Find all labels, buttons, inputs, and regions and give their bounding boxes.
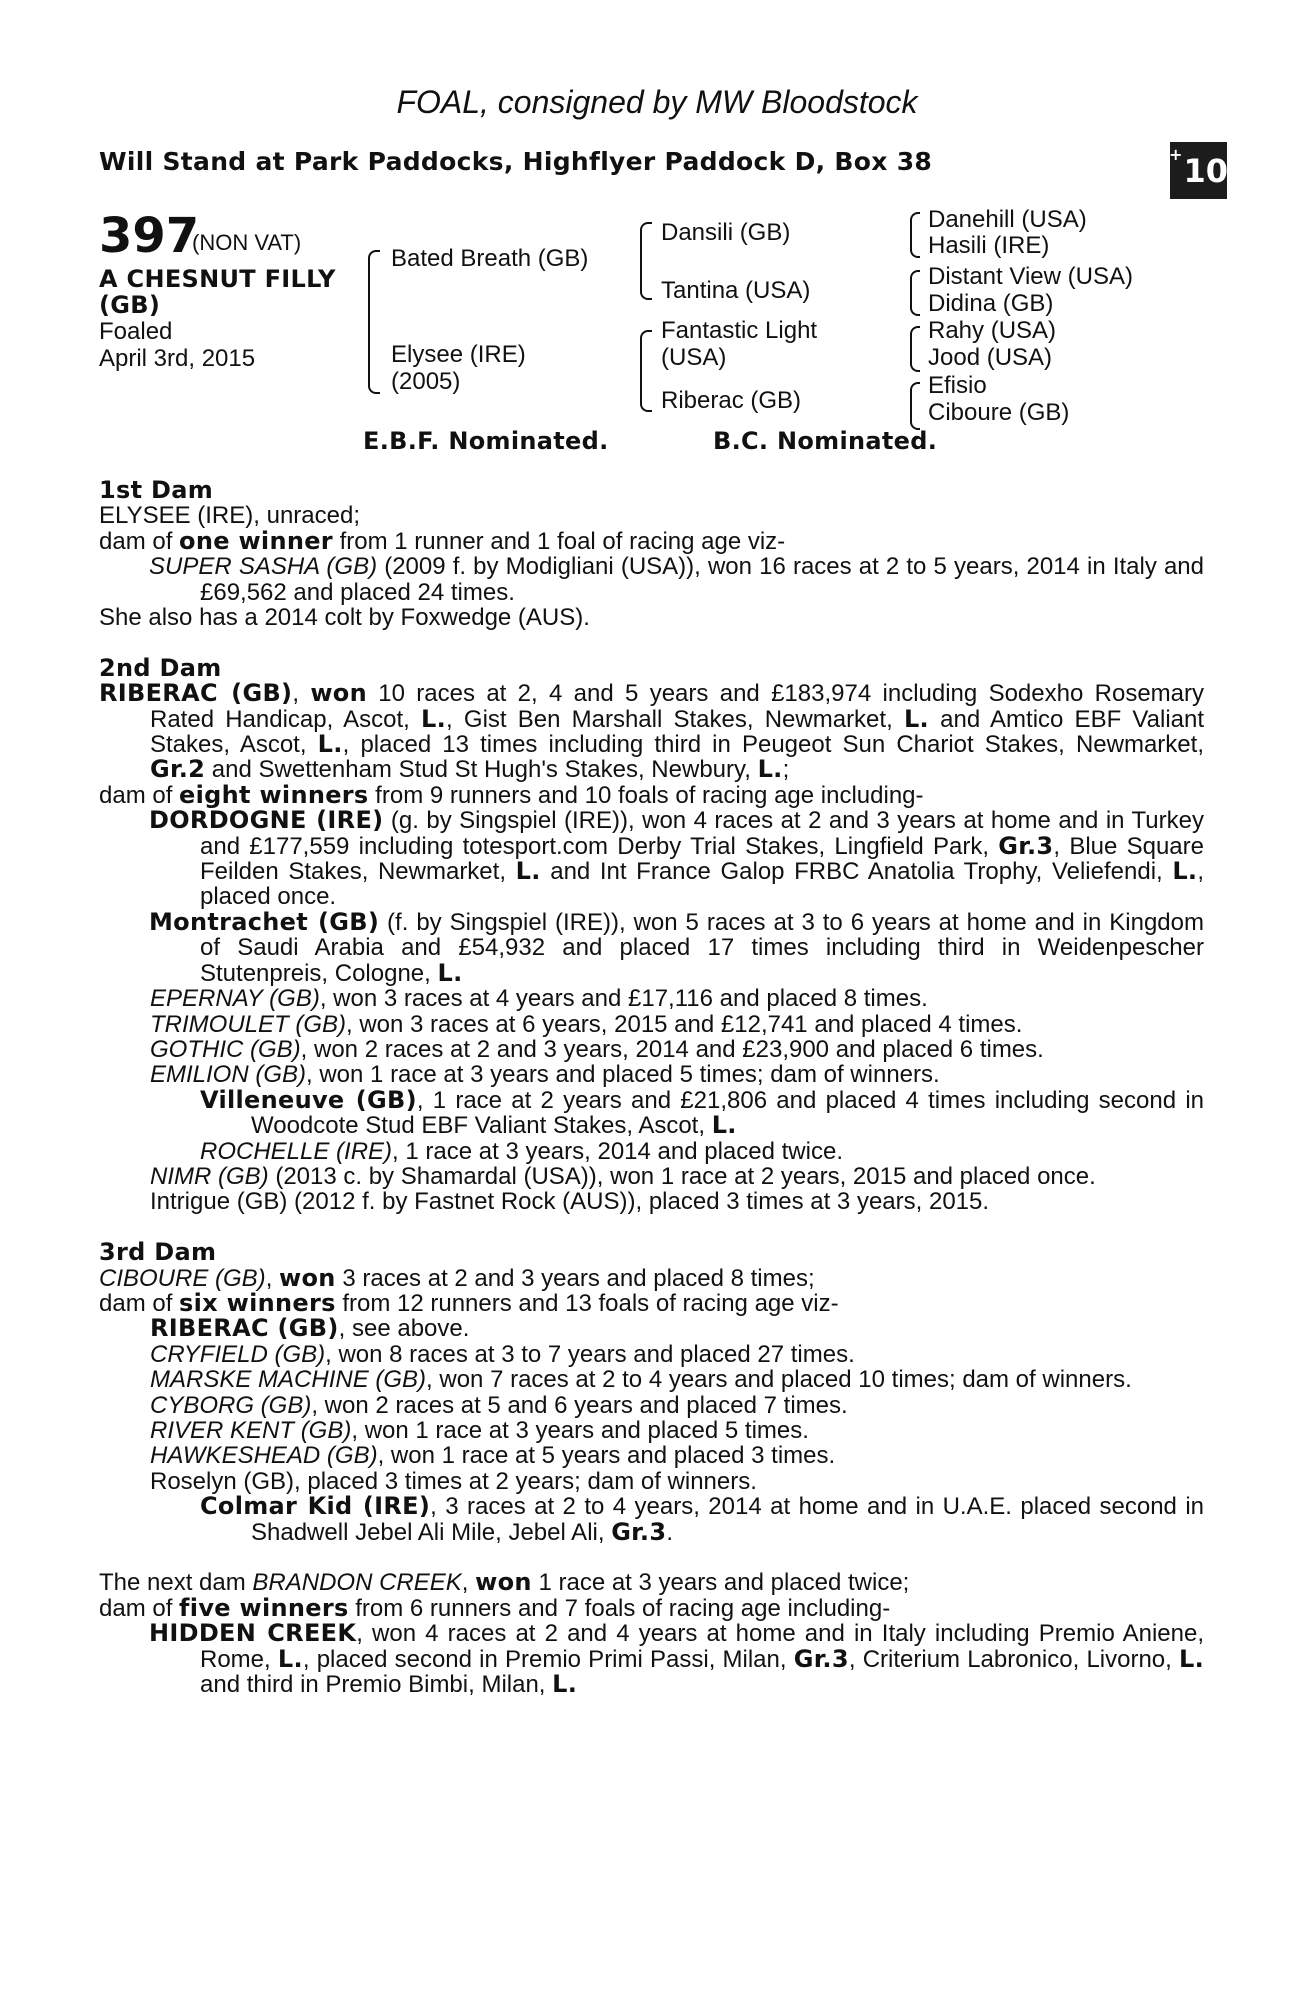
dam-year: (2005) — [391, 368, 461, 395]
lot-name-line1: A CHESNUT FILLY — [99, 265, 336, 293]
next-dam-record: The next dam BRANDON CREEK, won 1 race at 3 years and placed twice; — [99, 1568, 910, 1597]
ebf-nominated: E.B.F. Nominated. — [363, 427, 609, 455]
third-dam-produce-summary: dam of six winners from 12 runners and 13 foals of racing age viz- — [99, 1288, 839, 1317]
pedigree-bracket-5 — [910, 270, 920, 316]
ss-sire: Danehill (USA) — [928, 206, 1087, 233]
lot-number: 397 — [99, 208, 200, 264]
lot-vat: (NON VAT) — [192, 230, 302, 255]
produce-super-sasha: SUPER SASHA (GB) (2009 f. by Modigliani (USA)), won 16 races at 2 to 5 years, 2014 in Italy and £69,562 and placed 24 times. — [149, 553, 1205, 606]
third-dam-heading: 3rd Dam — [99, 1238, 217, 1267]
pedigree-bracket-4 — [910, 212, 920, 258]
third-dam-record: CIBOURE (GB), won 3 races at 2 and 3 years and placed 8 times; — [99, 1263, 815, 1292]
foaled-label: Foaled — [99, 318, 173, 345]
second-dam-heading: 2nd Dam — [99, 653, 222, 682]
produce-emilion: EMILION (GB), won 1 race at 3 years and placed 5 times; dam of winners. — [150, 1061, 940, 1089]
sd-sire: Distant View (USA) — [928, 263, 1133, 290]
pedigree-bracket-7 — [910, 382, 920, 430]
produce-cyborg: CYBORG (GB), won 2 races at 5 and 6 years and placed 7 times. — [150, 1391, 848, 1419]
catalogue-body — [99, 478, 1204, 1697]
page-title: FOAL, consigned by MW Bloodstock — [396, 84, 918, 120]
grandproduce-rochelle: ROCHELLE (IRE), 1 race at 3 years, 2014 and placed twice. — [200, 1137, 843, 1165]
produce-marske-machine: MARSKE MACHINE (GB), won 7 races at 2 to 4 years and placed 10 times; dam of winners. — [150, 1366, 1132, 1394]
produce-hidden-creek: HIDDEN CREEK, won 4 races at 2 and 4 years at home and in Italy including Premio Aniene, Rome, L., placed second in Premio Primi Passi, Milan, Gr.3, Criterium Labronico, Livorno, L. and third in Premio Bimbi, Milan, L. — [149, 1619, 1205, 1699]
second-dam-record: RIBERAC (GB), won 10 races at 2, 4 and 5 years and £183,974 including Sodexho Rosemary Rated Handicap, Ascot, L., Gist Ben Marshall Stakes, Newmarket, L. and Amtico EBF Valiant Stakes, Ascot, L., placed 13 times including third in Peugeot Sun Chariot Stakes, Newmarket, Gr.2 and Swettenham Stud St Hugh's Stakes, Newbury, L.; — [99, 679, 1205, 784]
next-dam-produce-summary: dam of five winners from 6 runners and 7 foals of racing age including- — [99, 1593, 891, 1622]
first-dam-heading: 1st Dam — [99, 476, 214, 504]
dd-dam: Ciboure (GB) — [928, 399, 1070, 426]
produce-epernay: EPERNAY (GB), won 3 races at 4 years and £17,116 and placed 8 times. — [150, 985, 928, 1013]
produce-roselyn: Roselyn (GB), placed 3 times at 2 years; dam of winners. — [150, 1467, 757, 1495]
produce-river-kent: RIVER KENT (GB), won 1 race at 3 years and placed 5 times. — [150, 1417, 809, 1444]
foaled-date: April 3rd, 2015 — [99, 345, 256, 372]
first-dam-also: She also has a 2014 colt by Foxwedge (AUS). — [99, 604, 590, 632]
lot-name-line2: (GB) — [99, 291, 161, 319]
sire-dam: Tantina (USA) — [661, 277, 811, 304]
produce-intrigue: Intrigue (GB) (2012 f. by Fastnet Rock (AUS)), placed 3 times at 3 years, 2015. — [150, 1188, 990, 1216]
dam-sire-line1: Fantastic Light — [661, 317, 818, 344]
lot-badge — [1170, 142, 1227, 199]
pedigree-bracket-6 — [910, 326, 920, 372]
produce-dordogne: DORDOGNE (IRE) (g. by Singspiel (IRE)), won 4 races at 2 and 3 years at home and in Turkey and £177,559 including totesport.com Derby Trial Stakes, Lingfield Park, Gr.3, Blue Square Feilden Stakes, Newmarket, L. and Int France Galop FRBC Anatolia Trophy, Veliefendi, L., placed once. — [149, 806, 1204, 911]
pedigree-bracket-2 — [640, 222, 652, 300]
badge-plus: + — [1169, 145, 1183, 164]
produce-hawkeshead: HAWKESHEAD (GB), won 1 race at 5 years and placed 3 times. — [150, 1442, 836, 1470]
grandproduce-colmar-kid: Colmar Kid (IRE), 3 races at 2 to 4 years, 2014 at home and in U.A.E. placed second in Shadwell Jebel Ali Mile, Jebel Ali, Gr.3. — [200, 1492, 1205, 1546]
dd-sire: Efisio — [928, 372, 987, 399]
produce-cryfield: CRYFIELD (GB), won 8 races at 3 to 7 years and placed 27 times. — [150, 1340, 855, 1368]
first-dam-line: ELYSEE (IRE), unraced; — [99, 502, 360, 530]
produce-nimr: NIMR (GB) (2013 c. by Shamardal (USA)), won 1 race at 2 years, 2015 and placed once. — [150, 1162, 1096, 1190]
stand-location: Will Stand at Park Paddocks, Highflyer Paddock D, Box 38 — [99, 147, 933, 176]
dam-dam: Riberac (GB) — [661, 387, 802, 414]
sd-dam: Didina (GB) — [928, 290, 1054, 317]
dam-sire-line2: (USA) — [661, 344, 727, 371]
ss-dam: Hasili (IRE) — [928, 232, 1050, 259]
second-dam-produce-summary: dam of eight winners from 9 runners and 10 foals of racing age including- — [99, 780, 924, 809]
sire-sire: Dansili (GB) — [661, 219, 791, 246]
produce-gothic: GOTHIC (GB), won 2 races at 2 and 3 years, 2014 and £23,900 and placed 6 times. — [150, 1035, 1044, 1063]
badge-number: 10 — [1183, 151, 1228, 190]
ds-sire: Rahy (USA) — [928, 317, 1057, 344]
pedigree-bracket-1 — [368, 250, 380, 394]
grandproduce-villeneuve: Villeneuve (GB), 1 race at 2 years and £21,806 and placed 4 times including second in Woodcote Stud EBF Valiant Stakes, Ascot, L. — [200, 1085, 1204, 1140]
sire-name: Bated Breath (GB) — [391, 245, 589, 272]
produce-trimoulet: TRIMOULET (GB), won 3 races at 6 years, 2015 and £12,741 and placed 4 times. — [150, 1010, 1023, 1038]
pedigree-bracket-3 — [640, 330, 652, 412]
produce-montrachet: Montrachet (GB) (f. by Singspiel (IRE)), won 5 races at 3 to 6 years at home and in Kingdom of Saudi Arabia and £54,932 and placed 17 times including third in Weidenpescher Stutenpreis, Cologne, L. — [149, 907, 1204, 987]
ds-dam: Jood (USA) — [928, 344, 1053, 371]
dam-name: Elysee (IRE) — [391, 341, 526, 368]
bc-nominated: B.C. Nominated. — [713, 427, 938, 455]
produce-riberac: RIBERAC (GB), see above. — [150, 1314, 470, 1343]
first-dam-produce-summary: dam of one winner from 1 runner and 1 foal of racing age viz- — [99, 526, 786, 555]
